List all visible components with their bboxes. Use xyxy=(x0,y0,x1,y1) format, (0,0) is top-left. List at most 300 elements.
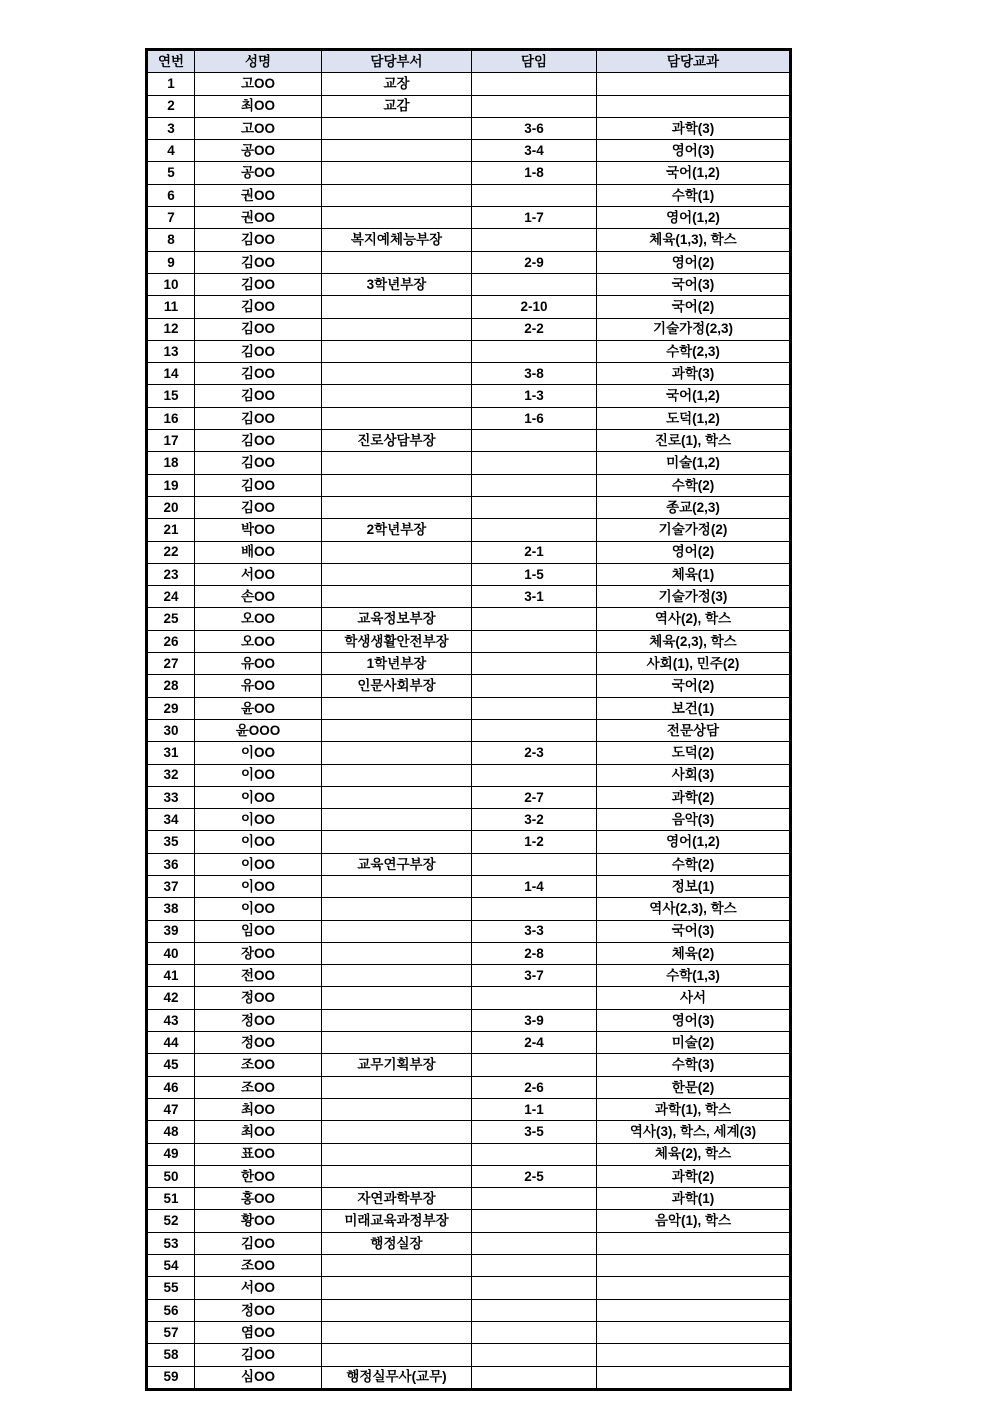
cell-department xyxy=(322,563,472,585)
cell-number: 20 xyxy=(147,496,195,518)
cell-name: 이OO xyxy=(195,898,322,920)
cell-number: 45 xyxy=(147,1054,195,1076)
cell-subject: 영어(2) xyxy=(597,541,791,563)
table-row xyxy=(147,719,791,741)
cell-homeroom: 3-8 xyxy=(472,363,597,385)
cell-name: 최OO xyxy=(195,1121,322,1143)
cell-number: 47 xyxy=(147,1098,195,1120)
cell-subject: 체육(2) xyxy=(597,942,791,964)
cell-subject: 역사(2), 학스 xyxy=(597,608,791,630)
table-row xyxy=(147,1188,791,1210)
table-row xyxy=(147,496,791,518)
cell-subject xyxy=(597,73,791,95)
table-row xyxy=(147,251,791,273)
cell-department xyxy=(322,942,472,964)
table-row xyxy=(147,608,791,630)
cell-homeroom: 3-9 xyxy=(472,1009,597,1031)
table-row xyxy=(147,653,791,675)
cell-subject: 과학(2) xyxy=(597,786,791,808)
cell-homeroom: 2-1 xyxy=(472,541,597,563)
cell-name: 이OO xyxy=(195,764,322,786)
cell-homeroom xyxy=(472,430,597,452)
cell-number: 29 xyxy=(147,697,195,719)
cell-number: 4 xyxy=(147,140,195,162)
cell-name: 최OO xyxy=(195,1098,322,1120)
cell-department xyxy=(322,452,472,474)
cell-subject xyxy=(597,1299,791,1321)
table-row xyxy=(147,184,791,206)
cell-number: 2 xyxy=(147,95,195,117)
cell-homeroom xyxy=(472,1255,597,1277)
cell-subject: 국어(2) xyxy=(597,675,791,697)
cell-department xyxy=(322,184,472,206)
cell-name: 김OO xyxy=(195,251,322,273)
cell-subject: 영어(3) xyxy=(597,140,791,162)
cell-subject: 과학(3) xyxy=(597,117,791,139)
cell-name: 유OO xyxy=(195,653,322,675)
table-row xyxy=(147,340,791,362)
header-name: 성명 xyxy=(195,50,322,73)
cell-homeroom: 1-3 xyxy=(472,385,597,407)
cell-homeroom: 1-1 xyxy=(472,1098,597,1120)
cell-subject: 기술가정(3) xyxy=(597,586,791,608)
cell-name: 이OO xyxy=(195,809,322,831)
cell-subject: 국어(1,2) xyxy=(597,162,791,184)
cell-number: 43 xyxy=(147,1009,195,1031)
cell-number: 58 xyxy=(147,1344,195,1366)
cell-department xyxy=(322,742,472,764)
cell-subject: 국어(2) xyxy=(597,296,791,318)
cell-name: 오OO xyxy=(195,630,322,652)
table-row xyxy=(147,541,791,563)
cell-number: 34 xyxy=(147,809,195,831)
cell-subject: 미술(1,2) xyxy=(597,452,791,474)
table-row xyxy=(147,1076,791,1098)
cell-department: 복지예체능부장 xyxy=(322,229,472,251)
table-row xyxy=(147,1366,791,1389)
cell-subject: 과학(1), 학스 xyxy=(597,1098,791,1120)
cell-homeroom: 1-4 xyxy=(472,875,597,897)
cell-subject xyxy=(597,1344,791,1366)
cell-homeroom: 3-5 xyxy=(472,1121,597,1143)
cell-department xyxy=(322,474,472,496)
table-row xyxy=(147,363,791,385)
header-number: 연번 xyxy=(147,50,195,73)
cell-subject xyxy=(597,1232,791,1254)
cell-department xyxy=(322,296,472,318)
cell-homeroom xyxy=(472,630,597,652)
cell-number: 3 xyxy=(147,117,195,139)
cell-department xyxy=(322,1121,472,1143)
cell-homeroom xyxy=(472,1299,597,1321)
cell-name: 조OO xyxy=(195,1076,322,1098)
cell-department xyxy=(322,764,472,786)
cell-name: 손OO xyxy=(195,586,322,608)
cell-department xyxy=(322,898,472,920)
cell-number: 52 xyxy=(147,1210,195,1232)
cell-number: 8 xyxy=(147,229,195,251)
cell-number: 12 xyxy=(147,318,195,340)
cell-subject: 도덕(1,2) xyxy=(597,407,791,429)
cell-number: 44 xyxy=(147,1032,195,1054)
table-row xyxy=(147,1277,791,1299)
cell-homeroom: 1-5 xyxy=(472,563,597,585)
cell-subject: 체육(1,3), 학스 xyxy=(597,229,791,251)
cell-department xyxy=(322,251,472,273)
table-row xyxy=(147,207,791,229)
cell-name: 서OO xyxy=(195,1277,322,1299)
cell-name: 김OO xyxy=(195,363,322,385)
cell-number: 48 xyxy=(147,1121,195,1143)
table-row xyxy=(147,1098,791,1120)
cell-subject: 체육(1) xyxy=(597,563,791,585)
cell-subject: 과학(3) xyxy=(597,363,791,385)
cell-department: 1학년부장 xyxy=(322,653,472,675)
cell-homeroom: 2-5 xyxy=(472,1165,597,1187)
cell-subject: 영어(2) xyxy=(597,251,791,273)
cell-homeroom: 3-6 xyxy=(472,117,597,139)
cell-homeroom: 2-9 xyxy=(472,251,597,273)
cell-homeroom xyxy=(472,1366,597,1389)
cell-number: 53 xyxy=(147,1232,195,1254)
cell-department xyxy=(322,1321,472,1343)
cell-number: 9 xyxy=(147,251,195,273)
cell-subject: 수학(2) xyxy=(597,474,791,496)
cell-homeroom xyxy=(472,1188,597,1210)
table-row xyxy=(147,519,791,541)
cell-homeroom: 2-2 xyxy=(472,318,597,340)
cell-homeroom xyxy=(472,697,597,719)
table-row xyxy=(147,73,791,95)
cell-homeroom: 1-6 xyxy=(472,407,597,429)
cell-subject: 기술가정(2,3) xyxy=(597,318,791,340)
cell-homeroom xyxy=(472,184,597,206)
table-row xyxy=(147,452,791,474)
cell-number: 50 xyxy=(147,1165,195,1187)
cell-homeroom xyxy=(472,1344,597,1366)
cell-name: 김OO xyxy=(195,1232,322,1254)
cell-homeroom xyxy=(472,853,597,875)
table-row xyxy=(147,1210,791,1232)
cell-department xyxy=(322,207,472,229)
cell-department xyxy=(322,1076,472,1098)
table-row xyxy=(147,117,791,139)
cell-name: 권OO xyxy=(195,184,322,206)
cell-number: 21 xyxy=(147,519,195,541)
cell-name: 이OO xyxy=(195,875,322,897)
cell-number: 5 xyxy=(147,162,195,184)
cell-subject: 사서 xyxy=(597,987,791,1009)
cell-name: 염OO xyxy=(195,1321,322,1343)
cell-homeroom: 1-2 xyxy=(472,831,597,853)
cell-name: 김OO xyxy=(195,296,322,318)
cell-homeroom: 2-4 xyxy=(472,1032,597,1054)
table-row xyxy=(147,875,791,897)
cell-homeroom xyxy=(472,608,597,630)
cell-number: 16 xyxy=(147,407,195,429)
cell-homeroom: 1-8 xyxy=(472,162,597,184)
cell-name: 임OO xyxy=(195,920,322,942)
cell-department xyxy=(322,1165,472,1187)
cell-subject: 수학(1,3) xyxy=(597,965,791,987)
cell-department: 교육정보부장 xyxy=(322,608,472,630)
cell-subject: 체육(2), 학스 xyxy=(597,1143,791,1165)
cell-subject: 과학(1) xyxy=(597,1188,791,1210)
cell-number: 33 xyxy=(147,786,195,808)
cell-homeroom: 3-3 xyxy=(472,920,597,942)
table-row xyxy=(147,809,791,831)
cell-subject: 국어(1,2) xyxy=(597,385,791,407)
cell-number: 42 xyxy=(147,987,195,1009)
cell-number: 15 xyxy=(147,385,195,407)
cell-subject: 과학(2) xyxy=(597,1165,791,1187)
cell-number: 56 xyxy=(147,1299,195,1321)
cell-department: 행정실장 xyxy=(322,1232,472,1254)
cell-department xyxy=(322,318,472,340)
cell-number: 6 xyxy=(147,184,195,206)
cell-subject: 수학(3) xyxy=(597,1054,791,1076)
cell-number: 40 xyxy=(147,942,195,964)
cell-homeroom xyxy=(472,95,597,117)
cell-homeroom xyxy=(472,73,597,95)
table-row xyxy=(147,987,791,1009)
cell-name: 전OO xyxy=(195,965,322,987)
cell-homeroom xyxy=(472,519,597,541)
cell-number: 11 xyxy=(147,296,195,318)
cell-subject xyxy=(597,1277,791,1299)
cell-department xyxy=(322,1009,472,1031)
cell-homeroom xyxy=(472,653,597,675)
cell-name: 이OO xyxy=(195,786,322,808)
table-row xyxy=(147,385,791,407)
table-row xyxy=(147,920,791,942)
cell-name: 윤OO xyxy=(195,697,322,719)
cell-name: 정OO xyxy=(195,1032,322,1054)
cell-name: 김OO xyxy=(195,496,322,518)
table-row xyxy=(147,1255,791,1277)
table-row xyxy=(147,1299,791,1321)
table-row xyxy=(147,273,791,295)
cell-homeroom xyxy=(472,987,597,1009)
table-row xyxy=(147,1143,791,1165)
cell-homeroom: 2-7 xyxy=(472,786,597,808)
cell-department: 2학년부장 xyxy=(322,519,472,541)
cell-number: 59 xyxy=(147,1366,195,1389)
cell-department xyxy=(322,831,472,853)
cell-homeroom: 3-7 xyxy=(472,965,597,987)
table-row xyxy=(147,898,791,920)
cell-name: 오OO xyxy=(195,608,322,630)
cell-department xyxy=(322,1098,472,1120)
cell-homeroom xyxy=(472,496,597,518)
cell-department xyxy=(322,786,472,808)
cell-homeroom: 2-6 xyxy=(472,1076,597,1098)
table-row xyxy=(147,786,791,808)
cell-number: 13 xyxy=(147,340,195,362)
cell-number: 31 xyxy=(147,742,195,764)
cell-name: 권OO xyxy=(195,207,322,229)
cell-homeroom: 2-8 xyxy=(472,942,597,964)
cell-homeroom xyxy=(472,474,597,496)
table-header-row xyxy=(147,50,791,73)
header-department: 담당부서 xyxy=(322,50,472,73)
cell-name: 김OO xyxy=(195,385,322,407)
cell-subject xyxy=(597,1366,791,1389)
cell-department xyxy=(322,1277,472,1299)
cell-name: 표OO xyxy=(195,1143,322,1165)
cell-subject: 보건(1) xyxy=(597,697,791,719)
cell-name: 조OO xyxy=(195,1255,322,1277)
cell-name: 이OO xyxy=(195,742,322,764)
cell-department xyxy=(322,987,472,1009)
cell-number: 18 xyxy=(147,452,195,474)
table-row xyxy=(147,831,791,853)
cell-department xyxy=(322,117,472,139)
cell-number: 23 xyxy=(147,563,195,585)
table-row xyxy=(147,697,791,719)
cell-subject: 체육(2,3), 학스 xyxy=(597,630,791,652)
cell-subject: 영어(3) xyxy=(597,1009,791,1031)
cell-number: 46 xyxy=(147,1076,195,1098)
staff-table-container xyxy=(145,48,792,1391)
cell-subject: 역사(2,3), 학스 xyxy=(597,898,791,920)
cell-number: 55 xyxy=(147,1277,195,1299)
cell-department xyxy=(322,407,472,429)
cell-homeroom: 3-2 xyxy=(472,809,597,831)
staff-table-body xyxy=(147,73,791,1390)
cell-department: 교무기획부장 xyxy=(322,1054,472,1076)
table-row xyxy=(147,1054,791,1076)
table-row xyxy=(147,1121,791,1143)
cell-name: 김OO xyxy=(195,407,322,429)
cell-name: 이OO xyxy=(195,831,322,853)
cell-number: 39 xyxy=(147,920,195,942)
cell-number: 28 xyxy=(147,675,195,697)
cell-subject: 수학(2,3) xyxy=(597,340,791,362)
cell-department xyxy=(322,140,472,162)
cell-name: 김OO xyxy=(195,430,322,452)
staff-table xyxy=(145,48,792,1391)
cell-subject: 역사(3), 학스, 세계(3) xyxy=(597,1121,791,1143)
cell-number: 27 xyxy=(147,653,195,675)
cell-department xyxy=(322,719,472,741)
cell-number: 38 xyxy=(147,898,195,920)
cell-homeroom xyxy=(472,898,597,920)
cell-department: 자연과학부장 xyxy=(322,1188,472,1210)
cell-department xyxy=(322,363,472,385)
cell-subject: 전문상담 xyxy=(597,719,791,741)
cell-number: 19 xyxy=(147,474,195,496)
cell-subject: 진로(1), 학스 xyxy=(597,430,791,452)
cell-department xyxy=(322,697,472,719)
cell-subject: 미술(2) xyxy=(597,1032,791,1054)
cell-number: 41 xyxy=(147,965,195,987)
table-row xyxy=(147,853,791,875)
cell-department: 미래교육과정부장 xyxy=(322,1210,472,1232)
cell-homeroom xyxy=(472,719,597,741)
cell-number: 57 xyxy=(147,1321,195,1343)
cell-number: 35 xyxy=(147,831,195,853)
table-row xyxy=(147,563,791,585)
cell-department xyxy=(322,1299,472,1321)
cell-homeroom xyxy=(472,273,597,295)
cell-name: 정OO xyxy=(195,1009,322,1031)
cell-subject: 기술가정(2) xyxy=(597,519,791,541)
cell-homeroom xyxy=(472,452,597,474)
cell-department: 교감 xyxy=(322,95,472,117)
cell-name: 김OO xyxy=(195,229,322,251)
cell-homeroom xyxy=(472,1277,597,1299)
cell-department xyxy=(322,1143,472,1165)
cell-subject xyxy=(597,1321,791,1343)
cell-subject: 정보(1) xyxy=(597,875,791,897)
cell-homeroom: 2-3 xyxy=(472,742,597,764)
cell-department: 행정실무사(교무) xyxy=(322,1366,472,1389)
table-row xyxy=(147,296,791,318)
cell-homeroom: 3-4 xyxy=(472,140,597,162)
table-row xyxy=(147,586,791,608)
table-row xyxy=(147,1032,791,1054)
cell-number: 22 xyxy=(147,541,195,563)
cell-homeroom: 2-10 xyxy=(472,296,597,318)
cell-department xyxy=(322,965,472,987)
cell-number: 14 xyxy=(147,363,195,385)
cell-name: 배OO xyxy=(195,541,322,563)
cell-department xyxy=(322,541,472,563)
cell-name: 정OO xyxy=(195,987,322,1009)
cell-subject xyxy=(597,95,791,117)
table-row xyxy=(147,430,791,452)
table-row xyxy=(147,742,791,764)
cell-homeroom: 3-1 xyxy=(472,586,597,608)
cell-name: 홍OO xyxy=(195,1188,322,1210)
cell-subject xyxy=(597,1255,791,1277)
cell-name: 서OO xyxy=(195,563,322,585)
cell-name: 조OO xyxy=(195,1054,322,1076)
cell-subject: 영어(1,2) xyxy=(597,207,791,229)
table-row xyxy=(147,318,791,340)
cell-number: 51 xyxy=(147,1188,195,1210)
cell-name: 김OO xyxy=(195,1344,322,1366)
cell-name: 심OO xyxy=(195,1366,322,1389)
cell-name: 김OO xyxy=(195,318,322,340)
cell-department: 교장 xyxy=(322,73,472,95)
cell-department xyxy=(322,809,472,831)
cell-name: 고OO xyxy=(195,117,322,139)
cell-name: 이OO xyxy=(195,853,322,875)
cell-name: 김OO xyxy=(195,273,322,295)
cell-number: 37 xyxy=(147,875,195,897)
cell-name: 김OO xyxy=(195,340,322,362)
cell-homeroom xyxy=(472,229,597,251)
cell-number: 30 xyxy=(147,719,195,741)
cell-number: 54 xyxy=(147,1255,195,1277)
table-row xyxy=(147,675,791,697)
cell-department xyxy=(322,1032,472,1054)
cell-subject: 한문(2) xyxy=(597,1076,791,1098)
table-row xyxy=(147,95,791,117)
cell-number: 24 xyxy=(147,586,195,608)
cell-subject: 수학(2) xyxy=(597,853,791,875)
cell-homeroom xyxy=(472,764,597,786)
cell-department xyxy=(322,586,472,608)
table-row xyxy=(147,965,791,987)
cell-department xyxy=(322,385,472,407)
cell-homeroom: 1-7 xyxy=(472,207,597,229)
cell-subject: 영어(1,2) xyxy=(597,831,791,853)
table-row xyxy=(147,140,791,162)
cell-name: 황OO xyxy=(195,1210,322,1232)
